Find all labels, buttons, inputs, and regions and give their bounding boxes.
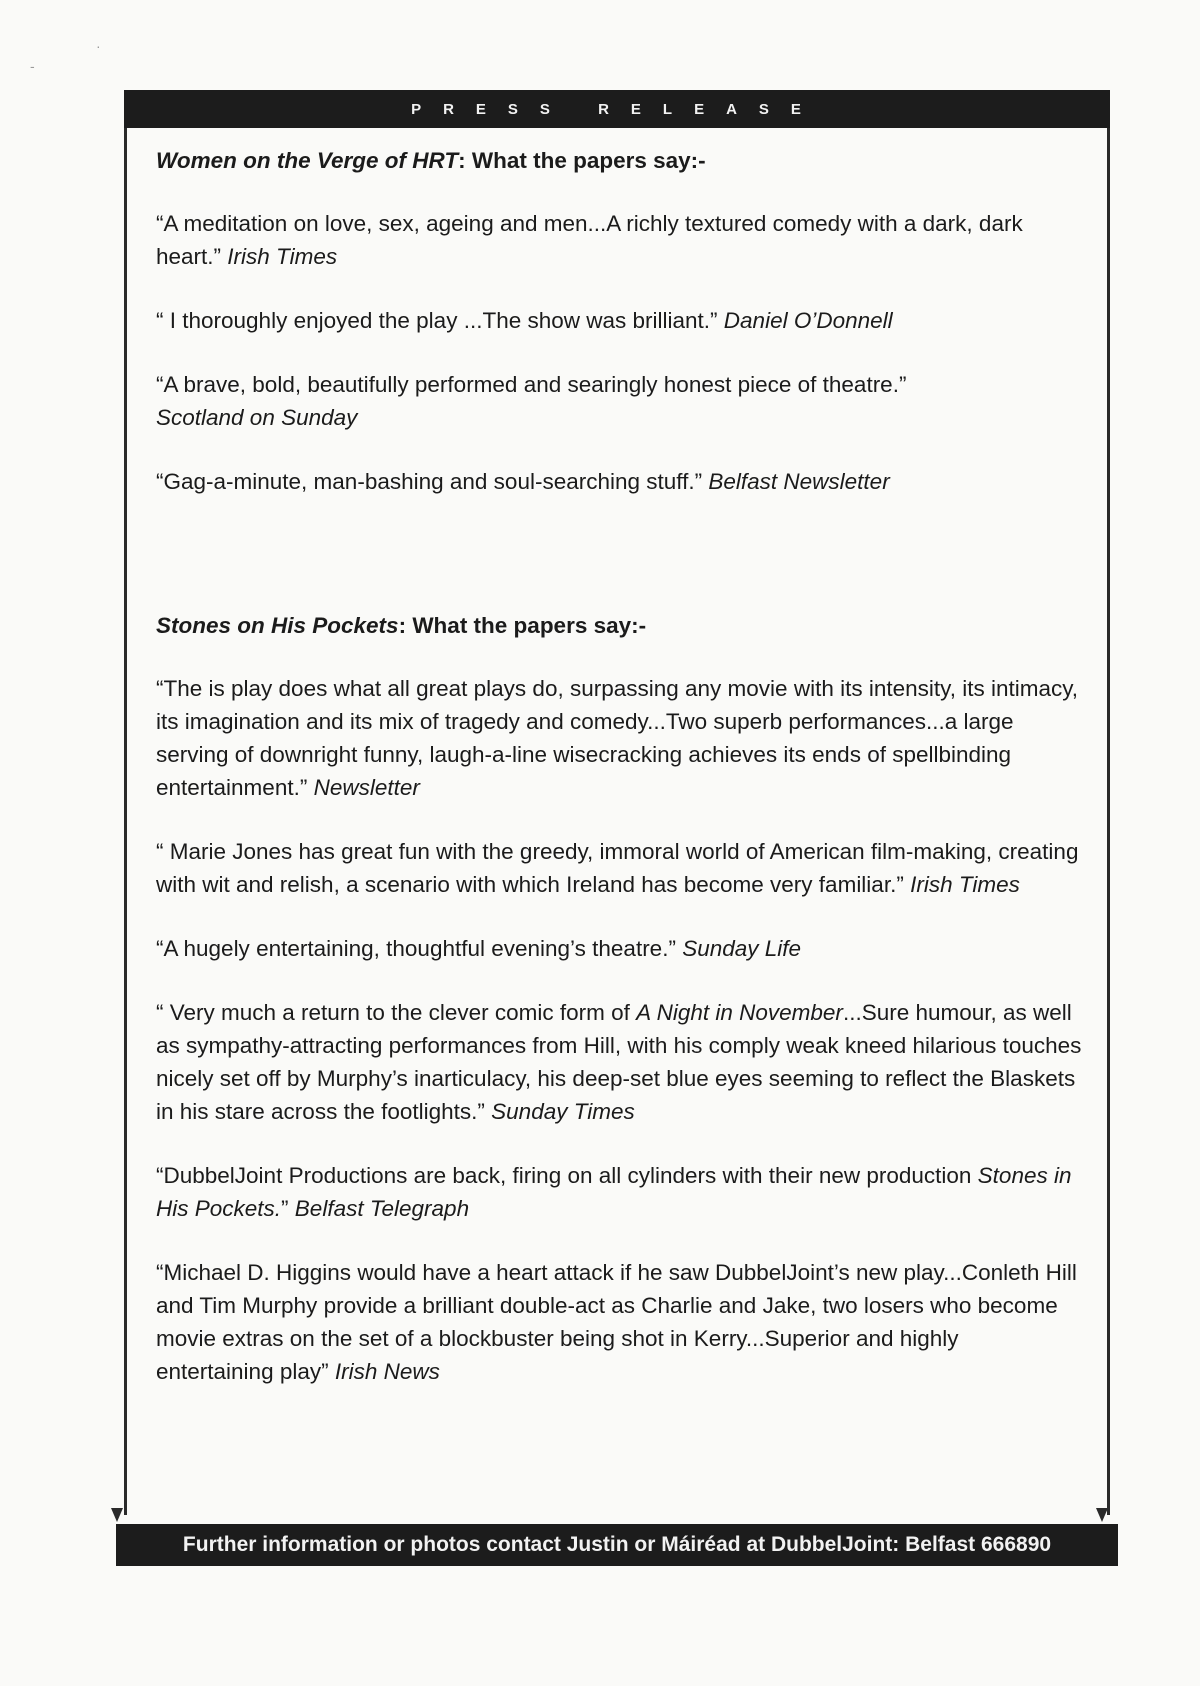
document-body [152,144,1082,1419]
review-quote [156,1159,1082,1225]
quote-text: “Michael D. Higgins would have a heart attack if he saw DubbelJoint’s new play...Conleth Hill and Tim Murphy provide a brilliant double-act as Charlie and Jake, two losers who become movie extras on the set of a blockbuster being shot in Kerry...Superior and highly entertaining play” [156,1260,1077,1384]
review-quote [156,932,1082,965]
quote-text: “A hugely entertaining, thoughtful evening’s theatre.” [156,936,683,961]
review-quote [156,368,916,434]
review-quote [156,835,1082,901]
quote-play-title: Stones in His Pockets. [156,1163,1072,1221]
section-heading [156,144,1082,177]
review-quote [156,304,1082,337]
quote-text: “The is play does what all great plays do, surpassing any movie with its intensity, its intimacy, its imagination and its mix of tragedy and comedy...Two superb performances...a large serving of downright funny, laugh-a-line wisecracking achieves its ends of spellbinding entertainment.” [156,676,1079,800]
scan-speck: · [96,38,101,54]
quote-source: Sunday Life [682,936,802,961]
header-label: PRESS RELEASE [411,100,823,118]
heading-suffix: : What the papers say:- [458,148,706,173]
quote-source: Belfast Newsletter [708,469,890,494]
section-spacer [152,529,1082,609]
quote-text-before: “DubbelJoint Productions are back, firing on all cylinders with their new production [156,1163,978,1188]
quote-text: “A brave, bold, beautifully performed and searingly honest piece of theatre.” [156,372,907,397]
review-quote [156,207,1082,273]
quote-source: Belfast Telegraph [294,1196,470,1221]
quote-text: “Gag-a-minute, man-bashing and soul-searching stuff.” [156,469,709,494]
quote-text: ” [281,1196,295,1221]
quote-source: Irish News [334,1359,440,1384]
footer-contact-text: Further information or photos contact Justin or Máiréad at DubbelJoint: Belfast 666890 [182,1533,1052,1556]
quote-text-before: “ Very much a return to the clever comic form of [156,1000,637,1025]
heading-suffix: : What the papers say:- [398,613,647,638]
quote-source: Irish Times [227,244,338,269]
quote-play-title: A Night in November [636,1000,843,1025]
quote-text: “A meditation on love, sex, ageing and men...A richly textured comedy with a dark, dark heart.” [156,211,1023,269]
play-title: Women on the Verge of HRT [156,148,459,173]
quote-source: Newsletter [313,775,420,800]
play-title: Stones on His Pockets [156,613,399,638]
review-quote [156,465,1082,498]
review-quote [156,996,1082,1128]
arrow-down-icon [111,1508,123,1522]
contact-footer [116,1524,1118,1566]
review-quote [156,1256,1082,1388]
quote-source: Scotland on Sunday [156,405,358,430]
arrow-down-icon [1096,1508,1108,1522]
quote-source: Irish Times [910,872,1020,897]
quote-source: Daniel O’Donnell [723,308,893,333]
quote-text: “ Marie Jones has great fun with the greedy, immoral world of American film-making, creating with wit and relish, a scenario with which Ireland has become very familiar.” [156,839,1079,897]
quote-source: Sunday Times [491,1099,635,1124]
quote-text: ...Sure humour, as well as sympathy-attracting performances from Hill, with his comply weak kneed hilarious touches nicely set off by Murphy’s inarticulacy, his deep-set blue eyes seeming to reflect the Blaskets in his stare across the footlights.” [156,1000,1082,1124]
quote-text: “ I thoroughly enjoyed the play ...The show was brilliant.” [156,308,724,333]
section-heading [156,609,1082,642]
review-quote [156,672,1082,804]
press-release-header [124,90,1110,128]
scan-speck: - [30,58,35,74]
